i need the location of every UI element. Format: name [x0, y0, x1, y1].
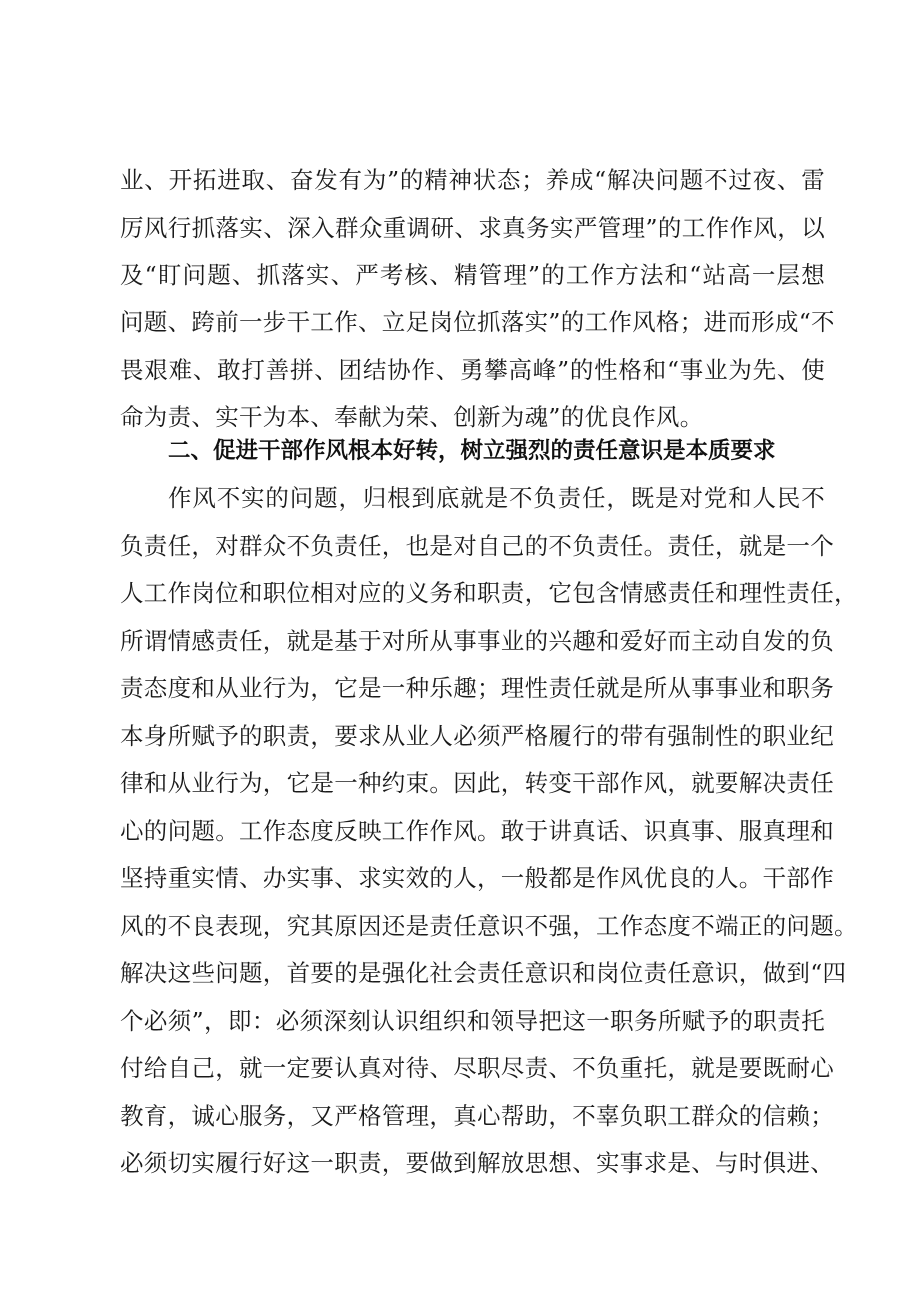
paragraph-2-line-11: 解决这些问题，首要的是强化社会责任意识和岗位责任意识，做到“四: [120, 959, 847, 987]
paragraph-2-line-3: 人工作岗位和职位相对应的义务和职责，它包含情感责任和理性责任，: [120, 579, 858, 607]
paragraph-2-line-2: 负责任，对群众不负责任，也是对自己的不负责任。责任，就是一个: [120, 532, 834, 560]
paragraph-2-line-14: 教育，诚心服务，又严格管理，真心帮助，不辜负职工群众的信赖；: [120, 1102, 834, 1130]
paragraph-2-line-5: 责态度和从业行为，它是一种乐趣；理性责任就是所从事事业和职务: [120, 674, 834, 702]
section-heading: 二、促进干部作风根本好转，树立强烈的责任意识是本质要求: [168, 438, 776, 464]
paragraph-1-line-2: 厉风行抓落实、深入群众重调研、求真务实严管理”的工作作风，以: [120, 214, 825, 242]
paragraph-1-line-1: 业、开拓进取、奋发有为”的精神状态；养成“解决问题不过夜、雷: [120, 166, 825, 194]
paragraph-2-line-12: 个必须”，即：必须深刻认识组织和领导把这一职务所赋予的职责托: [120, 1007, 825, 1035]
paragraph-2-line-13: 付给自己，就一定要认真对待、尽职尽责、不负重托，就是要既耐心: [120, 1054, 834, 1082]
paragraph-2-line-6: 本身所赋予的职责，要求从业人必须严格履行的带有强制性的职业纪: [120, 722, 834, 750]
paragraph-1-line-4: 问题、跨前一步干工作、立足岗位抓落实”的工作风格；进而形成“不: [120, 308, 835, 336]
paragraph-2-line-7: 律和从业行为，它是一种约束。因此，转变干部作风，就要解决责任: [120, 769, 834, 797]
paragraph-2-line-1: 作风不实的问题，归根到底就是不负责任，既是对党和人民不: [168, 484, 825, 512]
paragraph-2-line-9: 坚持重实情、办实事、求实效的人，一般都是作风优良的人。干部作: [120, 864, 834, 892]
paragraph-2-line-15: 必须切实履行好这一职责，要做到解放思想、实事求是、与时俱进、: [120, 1149, 834, 1177]
paragraph-2-line-4: 所谓情感责任，就是基于对所从事事业的兴趣和爱好而主动自发的负: [120, 627, 834, 655]
paragraph-1-line-6: 命为责、实干为本、奉献为荣、创新为魂”的优良作风。: [120, 403, 704, 431]
paragraph-2-line-10: 风的不良表现，究其原因还是责任意识不强，工作态度不端正的问题。: [120, 912, 858, 940]
paragraph-1-line-3: 及“盯问题、抓落实、严考核、精管理”的工作方法和“站高一层想: [120, 261, 825, 289]
paragraph-2-line-8: 心的问题。工作态度反映工作作风。敢于讲真话、识真事、服真理和: [120, 817, 834, 845]
paragraph-1-line-5: 畏艰难、敢打善拼、团结协作、勇攀高峰”的性格和“事业为先、使: [120, 356, 825, 384]
